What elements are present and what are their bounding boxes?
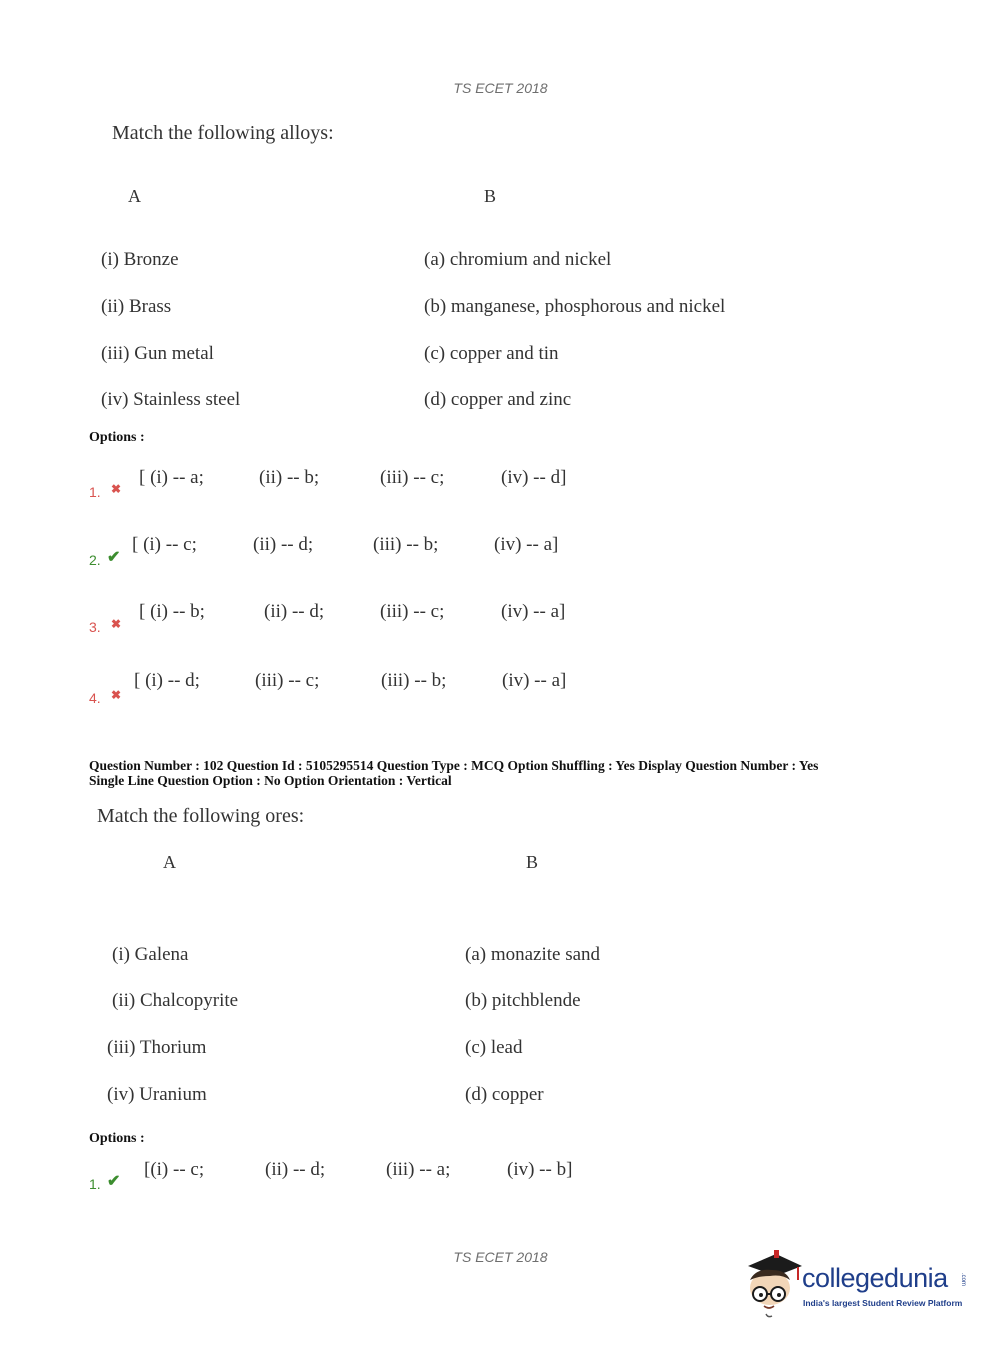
q2-item-a-2: (ii) Chalcopyrite [112, 990, 239, 1011]
q1-item-a-1: (i) Bronze [101, 249, 179, 270]
q2-item-a-4: (iv) Uranium [107, 1084, 207, 1105]
q2-option-1-part-3[interactable]: (iii) -- a; [386, 1159, 451, 1180]
q2-column-b-heading: B [526, 852, 539, 872]
check-icon: ✔ [107, 1173, 121, 1190]
q1-item-b-2: (b) manganese, phosphorous and nickel [424, 296, 726, 317]
q1-option-1-part-1[interactable]: [ (i) -- a; [139, 467, 204, 488]
q1-option-4-part-3[interactable]: (iii) -- b; [381, 670, 447, 691]
q2-meta-line-1: Question Number : 102 Question Id : 5105295514 Question Type : MCQ Option Shuffling : Yes Display Question Number : Yes [89, 758, 819, 773]
logo-wordmark: collegedunia [802, 1263, 948, 1293]
q1-option-4-number: 4. [89, 690, 101, 706]
q2-option-1-part-1[interactable]: [(i) -- c; [144, 1159, 205, 1180]
q2-option-1-part-4[interactable]: (iv) -- b] [507, 1159, 573, 1180]
q2-item-b-1: (a) monazite sand [465, 944, 601, 965]
question-2-text: Match the following ores: [97, 805, 305, 827]
q2-item-b-3: (c) lead [465, 1037, 523, 1058]
logo-tagline: India's largest Student Review Platform [803, 1298, 963, 1308]
logo-domain-suffix: .com [960, 1273, 966, 1287]
q1-option-1-part-3[interactable]: (iii) -- c; [380, 467, 445, 488]
cross-icon: ✖ [111, 617, 122, 631]
q1-option-3-part-4[interactable]: (iv) -- a] [501, 601, 566, 622]
q1-option-2-number: 2. [89, 552, 101, 568]
q1-item-a-4: (iv) Stainless steel [101, 389, 241, 410]
q1-option-2-part-4[interactable]: (iv) -- a] [494, 534, 559, 555]
q1-option-4-part-2[interactable]: (iii) -- c; [255, 670, 320, 691]
q1-option-3-part-2[interactable]: (ii) -- d; [264, 601, 325, 622]
q2-item-b-4: (d) copper [465, 1084, 544, 1105]
q1-options-label: Options : [89, 430, 145, 445]
q1-option-2-part-1[interactable]: [ (i) -- c; [132, 534, 197, 555]
cross-icon: ✖ [111, 482, 122, 496]
q1-item-b-3: (c) copper and tin [424, 343, 559, 364]
q2-item-a-1: (i) Galena [112, 944, 189, 965]
q1-option-3-part-3[interactable]: (iii) -- c; [380, 601, 445, 622]
q1-item-b-1: (a) chromium and nickel [424, 249, 612, 270]
q2-meta-line-2: Single Line Question Option : No Option Orientation : Vertical [89, 773, 452, 788]
q2-option-1-number: 1. [89, 1176, 101, 1192]
q1-option-4-part-4[interactable]: (iv) -- a] [502, 670, 567, 691]
q1-item-a-3: (iii) Gun metal [101, 343, 214, 364]
page-header: TS ECET 2018 [453, 80, 548, 96]
q1-item-b-4: (d) copper and zinc [424, 389, 572, 410]
q1-option-3-number: 3. [89, 619, 101, 635]
check-icon: ✔ [107, 549, 121, 566]
q1-option-4-part-1[interactable]: [ (i) -- d; [134, 670, 200, 691]
q2-options-label: Options : [89, 1131, 145, 1146]
cross-icon: ✖ [111, 688, 122, 702]
q2-item-a-3: (iii) Thorium [107, 1037, 207, 1058]
q1-option-1-number: 1. [89, 484, 101, 500]
q2-option-1-part-2[interactable]: (ii) -- d; [265, 1159, 326, 1180]
q1-column-a-heading: A [128, 186, 141, 206]
page-footer: TS ECET 2018 [453, 1249, 548, 1265]
q1-option-2-part-2[interactable]: (ii) -- d; [253, 534, 314, 555]
collegedunia-mascot-icon [742, 1250, 804, 1320]
q1-option-1-part-4[interactable]: (iv) -- d] [501, 467, 567, 488]
q1-item-a-2: (ii) Brass [101, 296, 172, 317]
q1-option-3-part-1[interactable]: [ (i) -- b; [139, 601, 205, 622]
q2-column-a-heading: A [163, 852, 176, 872]
q1-option-1-part-2[interactable]: (ii) -- b; [259, 467, 320, 488]
question-1-text: Match the following alloys: [112, 122, 334, 144]
q2-item-b-2: (b) pitchblende [465, 990, 581, 1011]
q1-option-2-part-3[interactable]: (iii) -- b; [373, 534, 439, 555]
q1-column-b-heading: B [484, 186, 497, 206]
